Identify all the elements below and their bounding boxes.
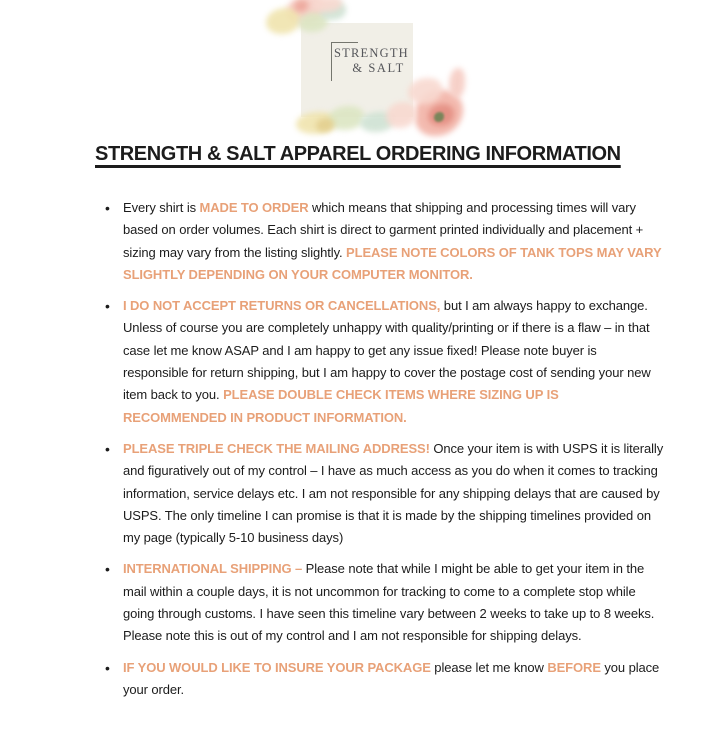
info-list [104, 197, 664, 701]
highlight-text: PLEASE NOTE COLORS OF TANK TOPS MAY VARY SLIGHTLY DEPENDING ON YOUR COMPUTER MONITOR. [123, 244, 662, 282]
watercolor-flower-icon [449, 68, 465, 98]
body-text: which means that shipping and processing times will vary based on order volumes. Each shirt is direct to garment printed individually and placement + sizing may vary from the listing slightly. [123, 200, 644, 260]
highlight-text: IF YOU WOULD LIKE TO INSURE YOUR PACKAGE [123, 659, 431, 675]
list-item [104, 197, 664, 286]
list-item [104, 438, 664, 549]
body-text: Every shirt is [123, 200, 200, 215]
watercolor-flower-icon [386, 102, 416, 128]
bullet-icon: • [105, 659, 110, 676]
highlight-text: I DO NOT ACCEPT RETURNS OR CANCELLATIONS, [123, 298, 441, 314]
body-text: Once your item is with USPS it is literally and figuratively out of my control – I have as much access as you do when it comes to tracking information, service delays etc. I am not responsible for any shipping delays that are caused by USPS. The only timeline I can promise is that it is made by the shipping timelines provided on my page (typically 5-10 business days) [123, 440, 664, 546]
list-item [104, 657, 664, 702]
highlight-text: PLEASE TRIPLE CHECK THE MAILING ADDRESS! [123, 440, 430, 456]
body-text: Please note that while I might be able to get your item in the mail within a couple days, it is not uncommon for tracking to come to a complete stop while going through customs. I have seen this timeline vary between 2 weeks to take up to 8 weeks. Please note this is out of my control and I am not responsible for shipping delays. [123, 561, 655, 644]
highlight-text: MADE TO ORDER [199, 200, 309, 215]
highlight-text: INTERNATIONAL SHIPPING – [123, 561, 306, 577]
bullet-icon: • [105, 561, 110, 578]
highlight-text: BEFORE [547, 659, 601, 675]
bullet-icon: • [105, 440, 110, 457]
body-text: but I am always happy to exchange. Unless of course you are completely unhappy with quality/printing or if there is a flaw – in that case let me know ASAP and I am happy to get any issue fixed! Please note buyer is responsible for return shipping, but I am happy to cover the postage cost of sending your new item back to you. [123, 298, 651, 403]
bullet-icon: • [105, 200, 110, 216]
ordering-info-section [104, 197, 664, 710]
list-item [104, 558, 664, 647]
page-title: STRENGTH & SALT APPAREL ORDERING INFORMATION [95, 143, 621, 165]
list-item [104, 295, 664, 429]
watercolor-leaf-icon [266, 8, 300, 34]
highlight-text: PLEASE DOUBLE CHECK ITEMS WHERE SIZING UP IS RECOMMENDED IN PRODUCT INFORMATION. [123, 387, 559, 425]
logo-wordmark-line1: STRENGTH [334, 46, 409, 60]
watercolor-leaf-icon [316, 118, 334, 132]
bullet-icon: • [105, 298, 110, 315]
logo-wordmark [334, 46, 409, 76]
brand-logo [268, 0, 464, 140]
body-text: please let me know [430, 659, 548, 675]
body-text: you place your order. [123, 659, 660, 697]
logo-wordmark-line2: & SALT [352, 61, 405, 75]
